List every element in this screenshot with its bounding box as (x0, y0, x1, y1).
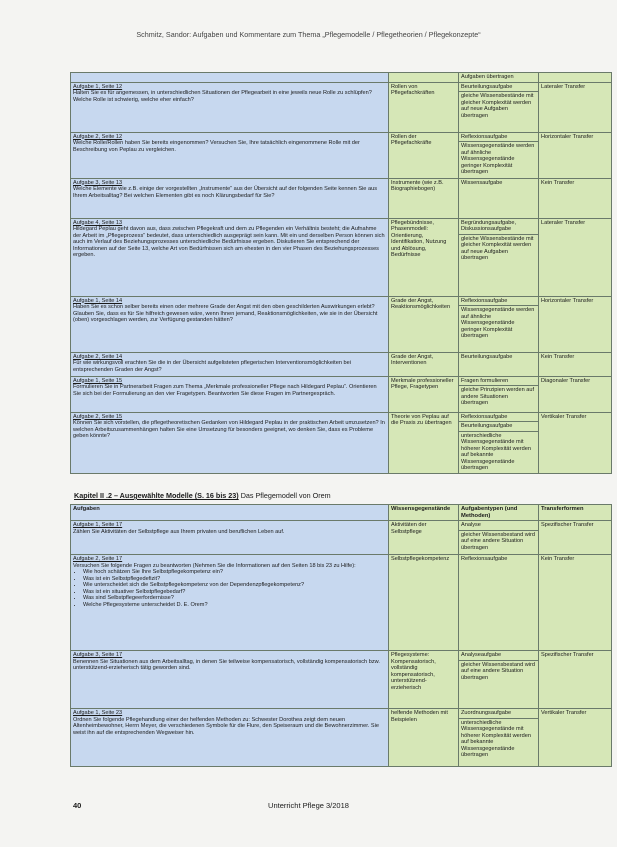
task-cell (71, 218, 389, 296)
task-text: Haben Sie es schon selber bereits einen oder mehrere Grade der Angst mit den oben geschilderten Auswirkungen erlebt? Glauben Sie, dass es für Sie hilfreich gewesen wäre, wenn Ihnen jemand, Reaktionsmöglichkeiten, wie sie in der Übersicht (oben) vorgeschlagen werden, zur Verfügung gestanden hätten? (73, 304, 378, 323)
task-type-entry: Analyseaufgabe (461, 652, 502, 658)
task-type-entry: unterschiedliche Wissensgegenstände mit höherer Komplexität werden auf bekannte Wissensgegenstände übertragen (459, 718, 538, 759)
task-type-entry: gleiche Wissensbestände mit gleicher Komplexität werden auf neue Aufgaben übertragen (459, 91, 538, 119)
task-type-entry: Beurteilungsaufgabe (461, 353, 513, 360)
task-title: Aufgabe 1, Seite 23 (73, 710, 123, 716)
transfer-cell: Spezifischer Transfer (539, 651, 612, 709)
task-cell (71, 651, 389, 709)
task-type-entry: Reflexionsaufgabe (461, 297, 508, 304)
table-row (71, 218, 612, 296)
knowledge-cell: Theorie von Peplau auf die Praxis zu übertragen (389, 412, 459, 473)
task-text: Welche Rolle ist schwierig, welche eher einfach? (73, 96, 194, 103)
table-row (71, 73, 612, 83)
table-row (71, 132, 612, 178)
transfer-cell: Diagonaler Transfer (539, 376, 612, 412)
knowledge-cell: Selbstpflegekompetenz (389, 555, 459, 651)
task-title: Aufgabe 1, Seite 14 (73, 297, 123, 304)
table-row (71, 178, 612, 218)
task-type-entry: gleiche Prinzipien werden auf andere Situationen übertragen (459, 385, 538, 407)
task-cell-empty (71, 73, 389, 83)
task-title: Aufgabe 1, Seite 12 (73, 83, 123, 90)
transfer-cell: Lateraler Transfer (539, 218, 612, 296)
transfer-cell: Lateraler Transfer (539, 82, 612, 132)
transfer-cell: Kein Transfer (539, 178, 612, 218)
table-row (71, 651, 612, 709)
task-question-list (73, 569, 386, 608)
task-type-header: Aufgaben übertragen (459, 73, 539, 83)
task-title: Aufgabe 2, Seite 14 (73, 353, 123, 360)
table-row (71, 82, 612, 132)
task-type-entry: Beurteilungsaufgabe (459, 421, 538, 430)
journal-name: Unterricht Pflege 3/2018 (268, 801, 349, 810)
transfer-cell: Horizontaler Transfer (539, 296, 612, 352)
task-type-entry: Wissensgegenstände werden auf ähnliche Wissensgegenstände geringer Komplexität übertragen (459, 305, 538, 340)
task-cell (71, 709, 389, 767)
task-type-cell (459, 521, 539, 555)
task-type-cell (459, 412, 539, 473)
task-cell (71, 412, 389, 473)
transfer-cell-empty (539, 73, 612, 83)
task-title: Aufgabe 3, Seite 17 (73, 652, 123, 658)
task-question: • Was ist ein situativer Selbstpflegebedarf? (83, 589, 386, 596)
transfer-cell: Spezifischer Transfer (539, 521, 612, 555)
task-question: • Wie hoch schätzen Sie Ihre Selbstpflegekompetenz ein? (83, 569, 386, 576)
knowledge-cell: Rollen der Pflegefachkräfte (389, 132, 459, 178)
knowledge-cell: Aktivitäten der Selbstpflege (389, 521, 459, 555)
task-type-cell (459, 555, 539, 651)
task-type-entry: Reflexionsaufgabe (461, 413, 508, 420)
knowledge-cell: Pflegesysteme: Kompensatorisch, vollständig kompensatorisch, unterstützend-erzieherisch (389, 651, 459, 709)
task-text: Können Sie sich vorstellen, die pflegetheoretischen Gedanken von Hildegard Peplau in der praktischen Arbeit umzusetzen? In welchen Arbeitszusammenhängen halten Sie eine Umsetzung für besonders geeignet, wo denken Sie, dass es Probleme geben könnte? (73, 420, 385, 439)
task-text: Ordnen Sie folgende Pflegehandlung einer der helfenden Methoden zu: Schwester Dorothea zeigt dem neuen Altenheimbewohner, Herrn Meyer, die verschiedenen Symbole für die Flure, den Speiseraum und die Bewohnerzimmer. Sie weist ihn auf die entsprechenden Wegweiser hin. (73, 716, 379, 736)
task-cell (71, 521, 389, 555)
task-type-cell (459, 296, 539, 352)
knowledge-cell-empty (389, 73, 459, 83)
task-cell (71, 82, 389, 132)
task-question: • Was ist ein Selbstpflegedefizit? (83, 576, 386, 583)
task-type-entry: gleicher Wissensbestand wird auf eine andere Situation übertragen (459, 530, 538, 552)
task-type-entry: Reflexionsaufgabe (461, 556, 508, 562)
knowledge-cell: Rollen von Pflegefachkräften (389, 82, 459, 132)
task-title: Aufgabe 1, Seite 15 (73, 377, 123, 384)
transfer-cell: Vertikaler Transfer (539, 412, 612, 473)
task-cell (71, 352, 389, 376)
knowledge-cell: Merkmale professioneller Pflege, Fragetypen (389, 376, 459, 412)
task-text: Formulieren Sie in Partnerarbeit Fragen zum Thema „Merkmale professioneller Pflege nach Hildegard Peplau“. Orientieren Sie sich bei der Formulierung an den vier Fragetypen. Beantworten Sie diese Fragen im Partnergespräch. (73, 384, 377, 397)
running-head: Schmitz, Sandor: Aufgaben und Kommentare zum Thema „Pflegemodelle / Pflegetheorien / Pflegekonzepte“ (136, 30, 481, 39)
knowledge-cell: helfende Methoden mit Beispielen (389, 709, 459, 767)
task-title: Aufgabe 1, Seite 17 (73, 522, 123, 528)
task-cell (71, 376, 389, 412)
task-type-cell (459, 651, 539, 709)
table-row (71, 352, 612, 376)
task-type-cell (459, 352, 539, 376)
task-type-cell (459, 376, 539, 412)
task-type-entry: Beurteilungsaufgabe (461, 83, 513, 90)
task-text: Für wie wirkungsvoll erachten Sie die in der Übersicht aufgelisteten pflegerischen Interventionsmöglichkeiten bei entsprechenden Graden der Angst? (73, 360, 351, 373)
task-text: Versuchen Sie folgende Fragen zu beantworten (Nehmen Sie die Informationen auf den Seiten 18 bis 23 zu Hilfe): (73, 562, 356, 569)
page-number: 40 (73, 801, 82, 810)
task-type-entry: gleiche Wissensbestände mit gleicher Komplexität werden auf neue Aufgaben übertragen (459, 234, 538, 262)
chapter-number: Kapitel II .2 – Ausgewählte Modelle (S. 16 bis 23) (74, 491, 239, 500)
table-row (71, 376, 612, 412)
table-row (71, 412, 612, 473)
task-question: • Was sind Selbstpflegeerfordernisse? (83, 595, 386, 602)
knowledge-cell: Grade der Angst, Interventionen (389, 352, 459, 376)
knowledge-cell: Instrumente (wie z.B. Biographiebogen) (389, 178, 459, 218)
task-title: Aufgabe 2, Seite 17 (73, 556, 123, 562)
task-question: • Welche Pflegesysteme unterscheidet D. E. Orem? (83, 602, 386, 609)
task-type-entry: gleicher Wissensbestand wird auf eine andere Situation übertragen (459, 660, 538, 682)
table-bottom (70, 504, 612, 767)
task-question: • Wie unterscheidet sich die Selbstpflegekompetenz von der Dependenzpflegekompetenz? (83, 582, 386, 589)
table-top (70, 72, 612, 474)
task-type-entry: Zuordnungsaufgabe (461, 710, 512, 716)
task-type-cell (459, 178, 539, 218)
transfer-cell: Kein Transfer (539, 555, 612, 651)
chapter-title-suffix: Das Pflegemodell von Orem (238, 491, 331, 500)
col-header-tasks: Aufgaben (71, 505, 389, 521)
task-type-cell (459, 709, 539, 767)
task-type-entry: Wissensaufgabe (461, 179, 503, 186)
task-cell (71, 296, 389, 352)
task-text: Halten Sie es für angemessen, in unterschiedlichen Situationen der Pflegearbeit in eine jeweils neue Rolle zu schlüpfen? (73, 90, 372, 96)
task-type-cell (459, 218, 539, 296)
task-cell (71, 132, 389, 178)
transfer-cell: Vertikaler Transfer (539, 709, 612, 767)
task-cell (71, 555, 389, 651)
task-type-entry: Reflexionsaufgabe (461, 133, 508, 140)
table-row (71, 709, 612, 767)
knowledge-cell: Grade der Angst, Reaktionsmöglichkeiten (389, 296, 459, 352)
col-header-types: Aufgabentypen (und Methoden) (459, 505, 539, 521)
table-row (71, 555, 612, 651)
task-title: Aufgabe 2, Seite 15 (73, 413, 123, 420)
table-row (71, 521, 612, 555)
col-header-knowledge: Wissensgegenstände (389, 505, 459, 521)
task-title: Aufgabe 3, Seite 13 (73, 179, 123, 186)
transfer-cell: Horizontaler Transfer (539, 132, 612, 178)
task-type-entry: unterschiedliche Wissensgegenstände mit höherer Komplexität werden auf bekannte Wissensgegenstände übertragen (459, 431, 538, 472)
task-text: Zählen Sie Aktivitäten der Selbstpflege aus Ihrem privaten und beruflichen Leben auf. (73, 528, 285, 535)
chapter-heading (74, 491, 331, 500)
task-text: Hildegard Peplau geht davon aus, dass zwischen Pflegekraft und dem zu Pflegenden ein Verhältnis besteht; die Aufnahme der Arbeit im „Pflegeprozess“ bedeutet, dass unterschiedlich ausgeprägt sein kann. Mit ein und derselben Person können sich auch im Verlauf des Beziehungsprozesses unterschiedliche Bedürfnisse ergeben. Diskutieren Sie entsprechend der Informationen auf der Seite 13, welche Art von Bedürfnissen sich am ehesten in den vier Phasen des Beziehungsprozesses ergeben. (73, 226, 385, 258)
task-text: Welche Rolle/Rollen haben Sie bereits eingenommen? Versuchen Sie, Ihre tatsächlich eingenommene Rolle mit der Beschreibung von Peplau zu vergleichen. (73, 140, 360, 153)
transfer-cell: Kein Transfer (539, 352, 612, 376)
task-type-cell (459, 82, 539, 132)
task-title: Aufgabe 2, Seite 12 (73, 133, 123, 140)
task-cell (71, 178, 389, 218)
task-text: Benennen Sie Situationen aus dem Arbeitsalltag, in denen Sie teilweise kompensatorisch, vollständig kompensatorisch bzw. unterstützend-erzieherisch tätig geworden sind. (73, 658, 380, 671)
task-text: Welche Elemente wie z.B. einige der vorgestellten „Instrumente“ aus der Übersicht auf der folgenden Seite kennen Sie aus Ihrem Arbeitsalltag? Bei welchen Elementen gibt es noch Klärungsbedarf für Sie? (73, 186, 377, 199)
task-title: Aufgabe 4, Seite 13 (73, 219, 123, 226)
task-type-entry: Begründungsaufgabe, Diskussionsaufgabe (461, 219, 517, 232)
task-type-entry: Fragen formulieren (461, 377, 509, 384)
task-type-entry: Wissensgegenstände werden auf ähnliche Wissensgegenstände geringer Komplexität übertragen (459, 141, 538, 176)
task-type-cell (459, 132, 539, 178)
task-type-entry: Analyse (461, 522, 481, 528)
knowledge-cell: Pflegebündnisse, Phasenmodell: Orientierung, Identifikation, Nutzung und Ablösung, Bedürfnisse (389, 218, 459, 296)
col-header-transfer: Transferformen (539, 505, 612, 521)
table-row (71, 296, 612, 352)
